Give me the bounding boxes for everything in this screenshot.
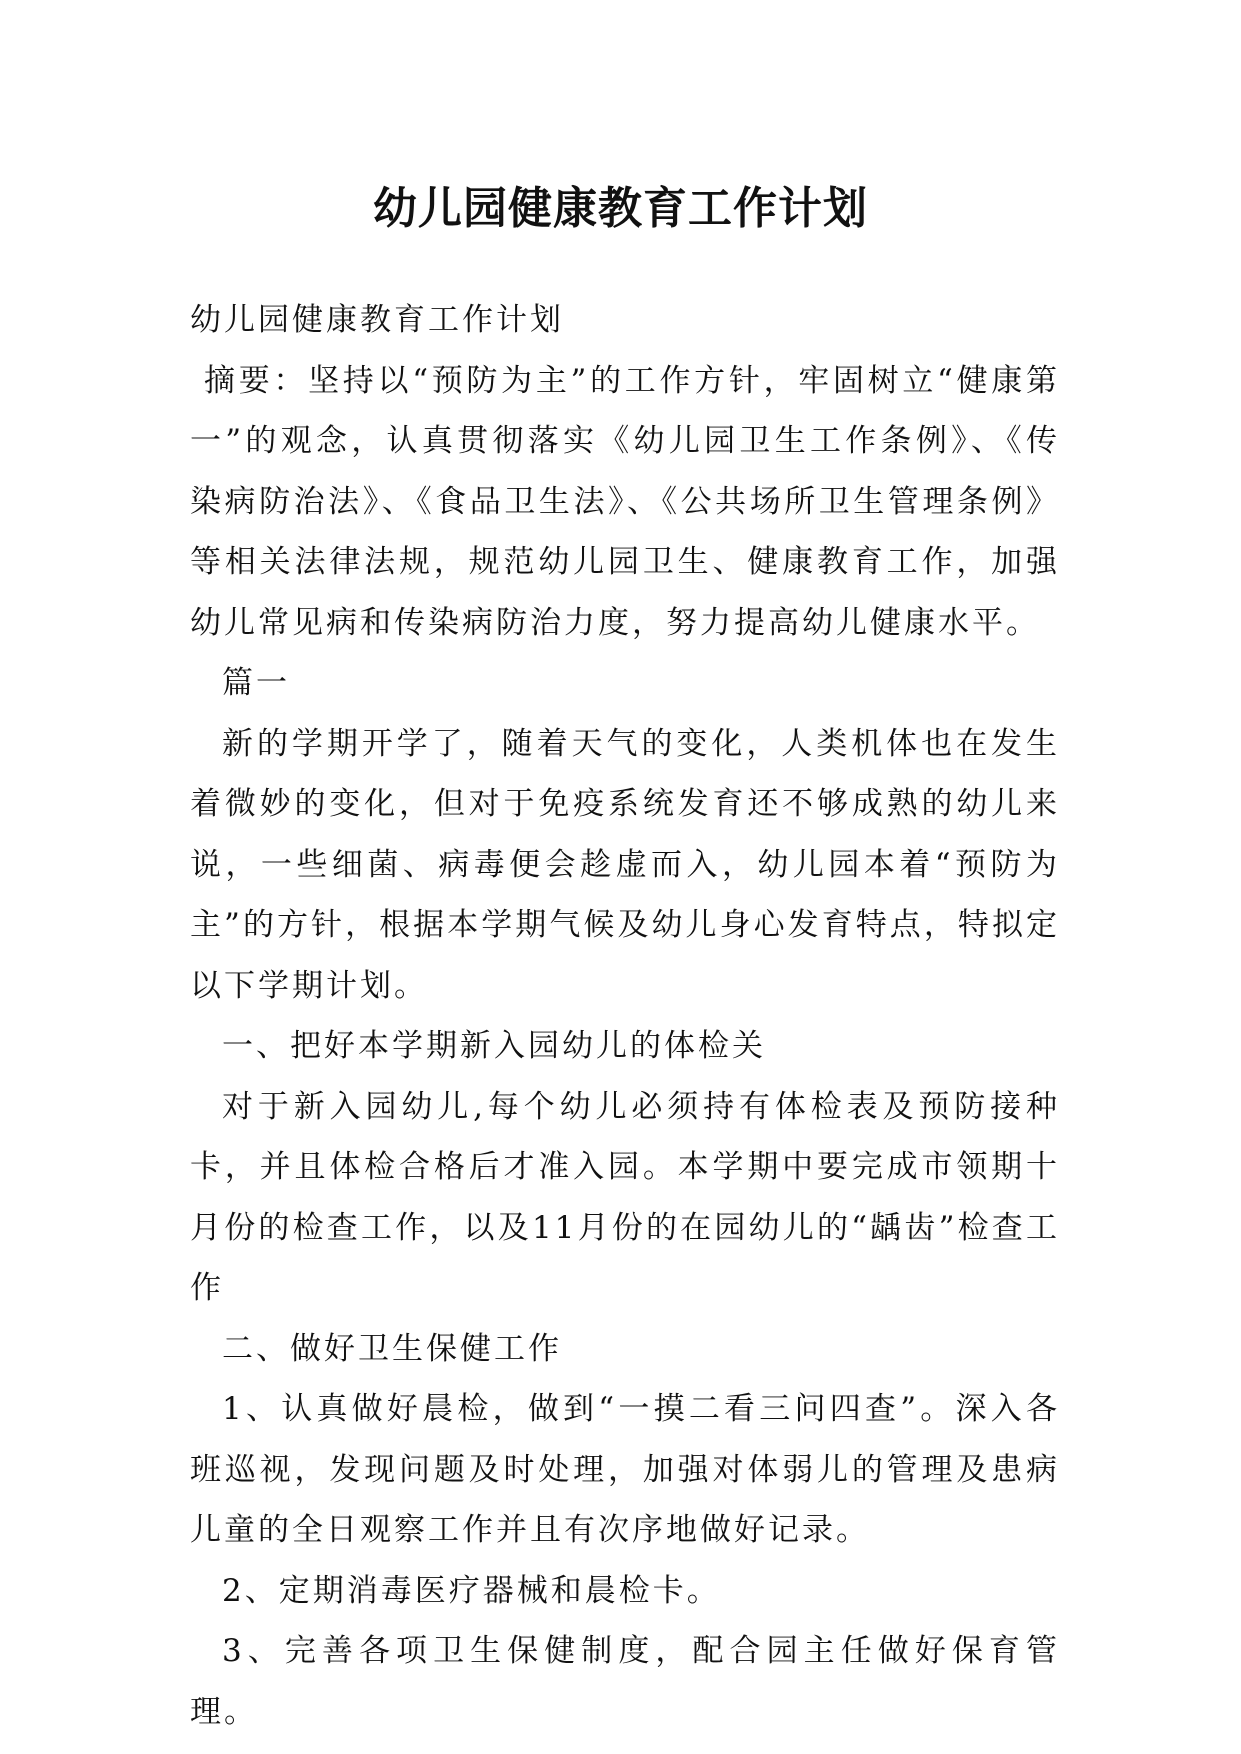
heading-section-2: 二、做好卫生保健工作 [222, 1330, 562, 1367]
paragraph-section-label: 篇一 [222, 665, 290, 701]
paragraph-abstract: 摘要：坚持以“预防为主”的工作方针，牢固树立“健康第一”的观念，认真贯彻落实《幼儿园卫生工作条例》、《传染病防治法》、《食品卫生法》、《公共场所卫生管理条例》等相关法律法规，规范幼儿园卫生、健康教育工作，加强幼儿常见病和传染病防治力度，努力提高幼儿健康水平。 [190, 362, 1060, 641]
paragraph-item-1: 1、认真做好晨检，做到“一摸二看三问四查”。深入各班巡视，发现问题及时处理，加强对体弱儿的管理及患病儿童的全日观察工作并且有次序地做好记录。 [190, 1391, 1060, 1548]
document-title: 幼儿园健康教育工作计划 [373, 183, 868, 235]
heading-section-1: 一、把好本学期新入园幼儿的体检关 [222, 1028, 766, 1064]
paragraph-subtitle: 幼儿园健康教育工作计划 [190, 302, 564, 338]
paragraph-item-3: 3、完善各项卫生保健制度，配合园主任做好保育管理。 [190, 1633, 1060, 1730]
paragraph-item-2: 2、定期消毒医疗器械和晨检卡。 [222, 1572, 721, 1609]
paragraph-section-1: 对于新入园幼儿,每个幼儿必须持有体检表及预防接种卡，并且体检合格后才准入园。本学期中要完成市领期十月份的检查工作，以及11月份的在园幼儿的“龋齿”检查工作 [190, 1088, 1060, 1306]
document-body [190, 290, 1060, 1742]
paragraph-intro: 新的学期开学了，随着天气的变化，人类机体也在发生着微妙的变化，但对于免疫系统发育还不够成熟的幼儿来说，一些细菌、病毒便会趁虚而入，幼儿园本着“预防为主”的方针，根据本学期气候及幼儿身心发育特点，特拟定以下学期计划。 [190, 725, 1060, 1004]
